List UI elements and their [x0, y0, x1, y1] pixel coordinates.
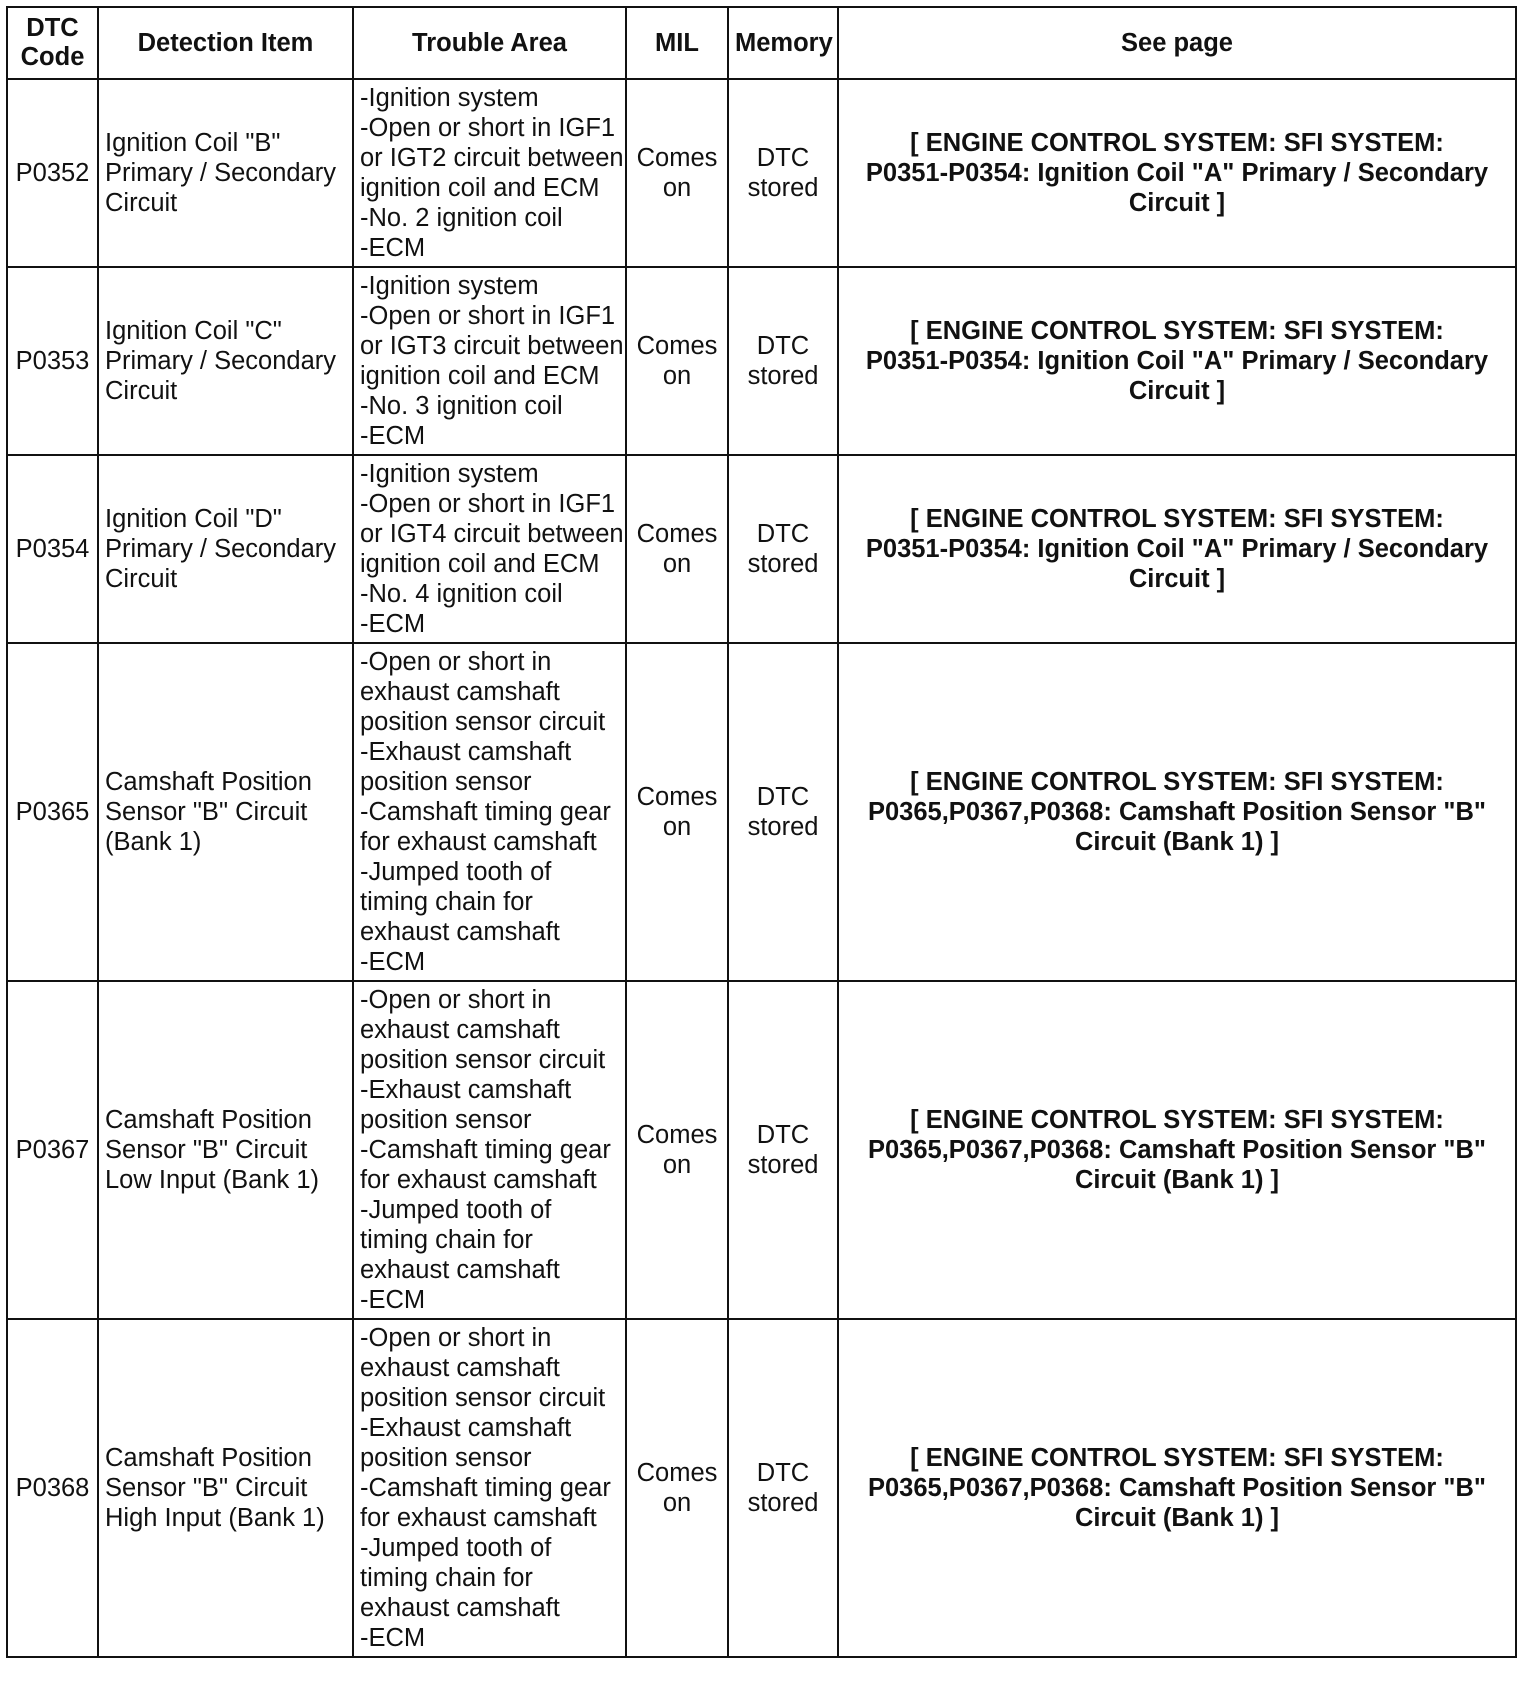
see-page-cell: [ ENGINE CONTROL SYSTEM: SFI SYSTEM: P0365,P0367,P0368: Camshaft Position Sensor "B" Circuit (Bank 1) ]	[838, 981, 1516, 1319]
header-detection-item: Detection Item	[98, 7, 353, 79]
memory-cell: DTC stored	[728, 267, 838, 455]
trouble-area-line: exhaust camshaft	[360, 1016, 560, 1044]
trouble-area-line: -ECM	[360, 610, 426, 638]
memory-cell: DTC stored	[728, 981, 838, 1319]
trouble-area-line: -Jumped tooth of	[360, 1534, 552, 1562]
trouble-area-line: -Open or short in IGF1	[360, 302, 616, 330]
see-page-cell: [ ENGINE CONTROL SYSTEM: SFI SYSTEM: P0351-P0354: Ignition Coil "A" Primary / Secondary Circuit ]	[838, 455, 1516, 643]
trouble-area-line: -Exhaust camshaft	[360, 1414, 572, 1442]
trouble-area-line: timing chain for	[360, 888, 533, 916]
trouble-area-line: ignition coil and ECM	[360, 550, 600, 578]
trouble-area-line: exhaust camshaft	[360, 1594, 560, 1622]
table-row	[7, 643, 1516, 981]
trouble-area-line: or IGT3 circuit between	[360, 332, 624, 360]
detection-item-cell: Ignition Coil "D" Primary / Secondary Circuit	[98, 455, 353, 643]
mil-cell: Comes on	[626, 455, 728, 643]
trouble-area-line: -Camshaft timing gear	[360, 798, 611, 826]
trouble-area-line: position sensor	[360, 1106, 532, 1134]
detection-item-cell: Camshaft Position Sensor "B" Circuit Low Input (Bank 1)	[98, 981, 353, 1319]
trouble-area-line: -Open or short in	[360, 648, 552, 676]
trouble-area-line: timing chain for	[360, 1226, 533, 1254]
trouble-area-line: for exhaust camshaft	[360, 828, 597, 856]
header-trouble-area: Trouble Area	[353, 7, 626, 79]
trouble-area-line: -No. 4 ignition coil	[360, 580, 563, 608]
dtc-code-cell: P0367	[7, 981, 98, 1319]
header-mil: MIL	[626, 7, 728, 79]
trouble-area-line: position sensor circuit	[360, 708, 606, 736]
table-body	[7, 79, 1516, 1657]
trouble-area-line: -Open or short in IGF1	[360, 114, 616, 142]
trouble-area-line: -Open or short in IGF1	[360, 490, 616, 518]
dtc-code-cell: P0354	[7, 455, 98, 643]
memory-cell: DTC stored	[728, 455, 838, 643]
trouble-area-line: -Exhaust camshaft	[360, 1076, 572, 1104]
see-page-cell: [ ENGINE CONTROL SYSTEM: SFI SYSTEM: P0365,P0367,P0368: Camshaft Position Sensor "B" Circuit (Bank 1) ]	[838, 1319, 1516, 1657]
trouble-area-line: ignition coil and ECM	[360, 174, 600, 202]
trouble-area-line: position sensor	[360, 768, 532, 796]
trouble-area-line: -No. 3 ignition coil	[360, 392, 563, 420]
trouble-area-line: exhaust camshaft	[360, 1256, 560, 1284]
trouble-area-line: or IGT2 circuit between	[360, 144, 624, 172]
trouble-area-line: for exhaust camshaft	[360, 1166, 597, 1194]
detection-item-cell: Ignition Coil "C" Primary / Secondary Circuit	[98, 267, 353, 455]
trouble-area-line: -ECM	[360, 948, 426, 976]
trouble-area-cell	[353, 455, 626, 643]
trouble-area-line: for exhaust camshaft	[360, 1504, 597, 1532]
trouble-area-line: -ECM	[360, 234, 426, 262]
trouble-area-line: exhaust camshaft	[360, 678, 560, 706]
trouble-area-line: -Exhaust camshaft	[360, 738, 572, 766]
trouble-area-cell	[353, 981, 626, 1319]
trouble-area-line: exhaust camshaft	[360, 918, 560, 946]
trouble-area-line: -Jumped tooth of	[360, 858, 552, 886]
trouble-area-line: -Ignition system	[360, 84, 539, 112]
trouble-area-line: exhaust camshaft	[360, 1354, 560, 1382]
trouble-area-line: ignition coil and ECM	[360, 362, 600, 390]
trouble-area-line: or IGT4 circuit between	[360, 520, 624, 548]
table-row	[7, 981, 1516, 1319]
table-row	[7, 79, 1516, 267]
dtc-code-cell: P0353	[7, 267, 98, 455]
detection-item-cell: Camshaft Position Sensor "B" Circuit (Bank 1)	[98, 643, 353, 981]
trouble-area-cell	[353, 643, 626, 981]
see-page-cell: [ ENGINE CONTROL SYSTEM: SFI SYSTEM: P0351-P0354: Ignition Coil "A" Primary / Secondary Circuit ]	[838, 79, 1516, 267]
mil-cell: Comes on	[626, 1319, 728, 1657]
trouble-area-cell	[353, 1319, 626, 1657]
trouble-area-line: position sensor	[360, 1444, 532, 1472]
trouble-area-cell	[353, 79, 626, 267]
memory-cell: DTC stored	[728, 643, 838, 981]
header-dtc-code: DTC Code	[7, 7, 98, 79]
trouble-area-line: -ECM	[360, 422, 426, 450]
trouble-area-line: -No. 2 ignition coil	[360, 204, 563, 232]
dtc-code-cell: P0352	[7, 79, 98, 267]
see-page-cell: [ ENGINE CONTROL SYSTEM: SFI SYSTEM: P0351-P0354: Ignition Coil "A" Primary / Secondary Circuit ]	[838, 267, 1516, 455]
memory-cell: DTC stored	[728, 1319, 838, 1657]
trouble-area-line: -Open or short in	[360, 986, 552, 1014]
trouble-area-line: -Ignition system	[360, 460, 539, 488]
header-memory: Memory	[728, 7, 838, 79]
table-header	[7, 7, 1516, 79]
header-see-page: See page	[838, 7, 1516, 79]
dtc-code-cell: P0368	[7, 1319, 98, 1657]
memory-cell: DTC stored	[728, 79, 838, 267]
trouble-area-line: position sensor circuit	[360, 1046, 606, 1074]
trouble-area-line: timing chain for	[360, 1564, 533, 1592]
trouble-area-cell	[353, 267, 626, 455]
trouble-area-line: -Camshaft timing gear	[360, 1136, 611, 1164]
mil-cell: Comes on	[626, 79, 728, 267]
mil-cell: Comes on	[626, 643, 728, 981]
dtc-code-cell: P0365	[7, 643, 98, 981]
trouble-area-line: position sensor circuit	[360, 1384, 606, 1412]
header-row	[7, 7, 1516, 79]
trouble-area-line: -Open or short in	[360, 1324, 552, 1352]
table-row	[7, 267, 1516, 455]
trouble-area-line: -ECM	[360, 1286, 426, 1314]
detection-item-cell: Ignition Coil "B" Primary / Secondary Circuit	[98, 79, 353, 267]
table-row	[7, 455, 1516, 643]
trouble-area-line: -Jumped tooth of	[360, 1196, 552, 1224]
trouble-area-line: -Camshaft timing gear	[360, 1474, 611, 1502]
see-page-cell: [ ENGINE CONTROL SYSTEM: SFI SYSTEM: P0365,P0367,P0368: Camshaft Position Sensor "B" Circuit (Bank 1) ]	[838, 643, 1516, 981]
table-row	[7, 1319, 1516, 1657]
mil-cell: Comes on	[626, 267, 728, 455]
dtc-table	[6, 6, 1517, 1658]
trouble-area-line: -Ignition system	[360, 272, 539, 300]
detection-item-cell: Camshaft Position Sensor "B" Circuit High Input (Bank 1)	[98, 1319, 353, 1657]
trouble-area-line: -ECM	[360, 1624, 426, 1652]
mil-cell: Comes on	[626, 981, 728, 1319]
